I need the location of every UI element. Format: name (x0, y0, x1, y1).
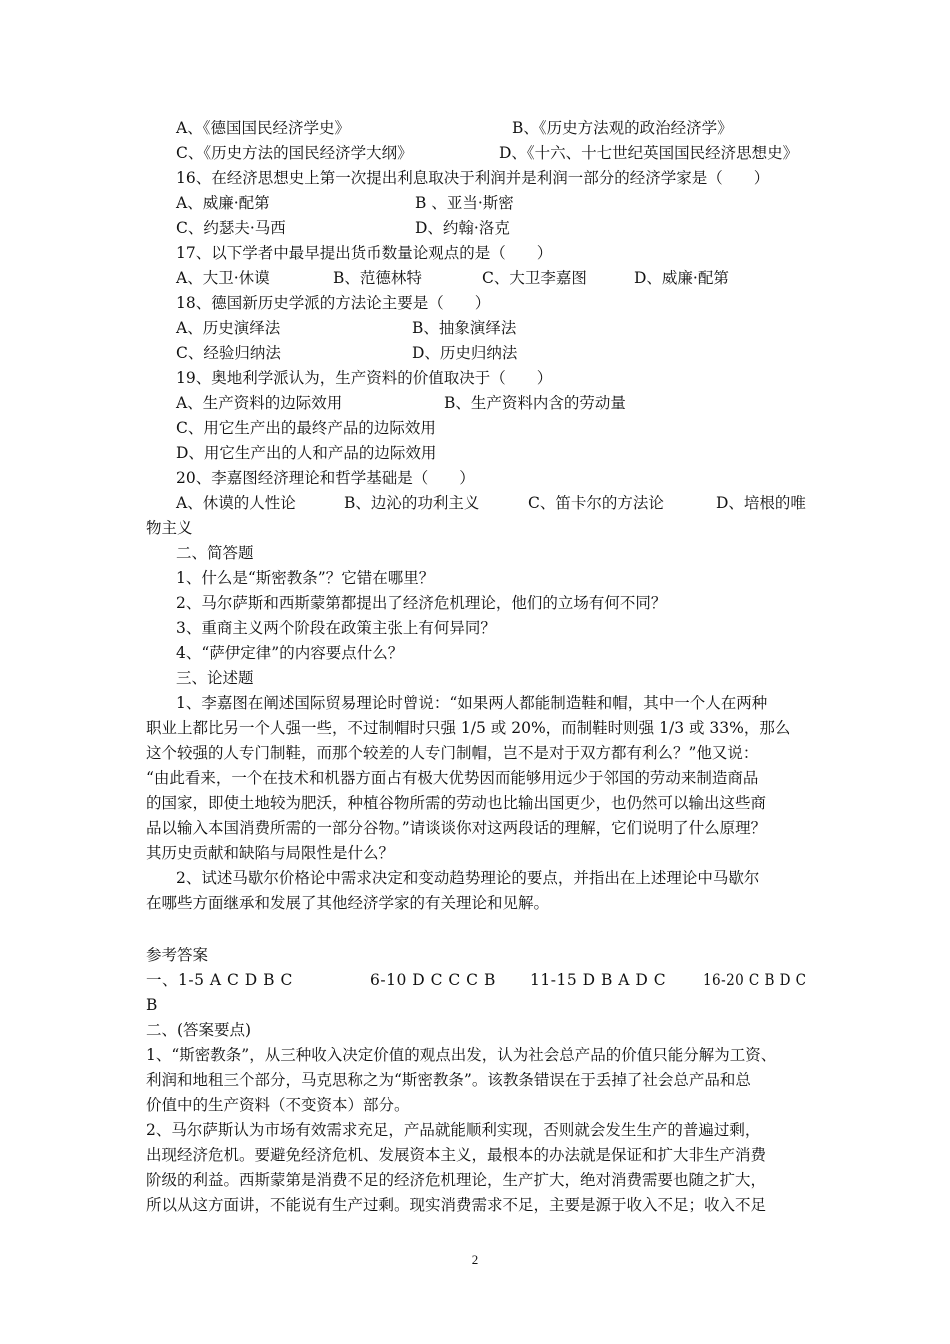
essay-q2-line: 2、试述马歇尔价格论中需求决定和变动趋势理论的要点，并指出在上述理论中马歇尔 (176, 869, 760, 887)
q15-option-b: B、《历史方法观的政治经济学》 (512, 119, 733, 137)
q19-option-c: C、用它生产出的最终产品的边际效用 (176, 419, 436, 437)
essay-q2-line: 在哪些方面继承和发展了其他经济学家的有关理论和见解。 (146, 894, 550, 912)
answer-1-line: 价值中的生产资料（不变资本）部分。 (146, 1096, 410, 1114)
answers-mc-group-2: 6-10 D C C C B (370, 971, 496, 989)
q17-option-a: A、大卫·休谟 (176, 269, 270, 287)
essay-q1-line: 其历史贡献和缺陷与局限性是什么？ (146, 844, 395, 862)
q20-option-b: B、边沁的功利主义 (344, 494, 480, 512)
answer-2-line: 2、马尔萨斯认为市场有效需求充足，产品就能顺利实现，否则就会发生生产的普遍过剩， (146, 1121, 761, 1139)
q18-option-b: B、抽象演绎法 (412, 319, 517, 337)
answer-2-line: 阶级的利益。西斯蒙第是消费不足的经济危机理论，生产扩大，绝对消费需要也随之扩大， (146, 1171, 767, 1189)
short-answer-heading: 二、简答题 (176, 544, 254, 562)
short-answer-item-4: 4、“萨伊定律”的内容要点什么？ (176, 644, 404, 662)
q16-option-d: D、约翰·洛克 (415, 219, 510, 237)
q17-option-b: B、范德林特 (333, 269, 422, 287)
q19-option-d: D、用它生产出的人和产品的边际效用 (176, 444, 437, 462)
q17-stem: 17、以下学者中最早提出货币数量论观点的是（ ） (176, 244, 553, 262)
q19-option-b: B、生产资料内含的劳动量 (444, 394, 626, 412)
answers-mc-group-4: 16-20 C B D C (703, 971, 807, 989)
answer-1-line: 利润和地租三个部分，马克思称之为“斯密教条”。该教条错误在于丢掉了社会总产品和总 (146, 1071, 751, 1089)
q20-option-d: D、培根的唯 (716, 494, 806, 512)
q18-stem: 18、德国新历史学派的方法论主要是（ ） (176, 294, 491, 312)
q16-stem: 16、在经济思想史上第一次提出利息取决于利润并是利润一部分的经济学家是（ ） (176, 169, 770, 187)
essay-q1-line: 职业上都比另一个人强一些，不过制帽时只强 1/5 或 20%，而制鞋时则强 1/3 或 33%，那么 (146, 719, 791, 737)
q15-option-c: C、《历史方法的国民经济学大纲》 (176, 144, 413, 162)
q18-option-a: A、历史演绎法 (176, 319, 281, 337)
essay-heading: 三、论述题 (176, 669, 254, 687)
q20-stem: 20、李嘉图经济理论和哲学基础是（ ） (176, 469, 475, 487)
essay-q1-line: 这个较强的人专门制鞋，而那个较差的人专门制帽，岂不是对于双方都有利么？”他又说： (146, 744, 759, 762)
essay-q1-line: “由此看来，一个在技术和机器方面占有极大优势因而能够用远少于邻国的劳动来制造商品 (146, 769, 759, 787)
page-number: 2 (471, 1252, 479, 1267)
q20-option-a: A、休谟的人性论 (176, 494, 296, 512)
short-answer-item-3: 3、重商主义两个阶段在政策主张上有何异同？ (176, 619, 496, 637)
q17-option-d: D、威廉·配第 (634, 269, 729, 287)
q16-option-b: B 、亚当·斯密 (415, 194, 514, 212)
q20-option-c: C、笛卡尔的方法论 (528, 494, 664, 512)
q15-option-d: D、《十六、十七世纪英国国民经济思想史》 (499, 144, 799, 162)
q15-option-a: A、《德国国民经济学史》 (176, 119, 350, 137)
essay-q1-line: 品以输入本国消费所需的一部分谷物。”请谈谈你对这两段话的理解，它们说明了什么原理？ (146, 819, 767, 837)
q19-option-a: A、生产资料的边际效用 (176, 394, 343, 412)
answers-mc-group-1: 一、1-5 A C D B C (146, 971, 293, 989)
answer-1-line: 1、“斯密教条”，从三种收入决定价值的观点出发，认为社会总产品的价值只能分解为工资、 (146, 1046, 777, 1064)
q18-option-d: D、历史归纳法 (412, 344, 518, 362)
essay-q1-line: 1、李嘉图在阐述国际贸易理论时曾说：“如果两人都能制造鞋和帽，其中一个人在两种 (176, 694, 768, 712)
q20-option-d-continued: 物主义 (146, 519, 193, 537)
answer-2-line: 所以从这方面讲，不能说有生产过剩。现实消费需求不足，主要是源于收入不足；收入不足 (146, 1196, 767, 1214)
answers-heading: 参考答案 (146, 946, 209, 964)
answers-section-2-heading: 二、(答案要点) (146, 1021, 252, 1039)
answers-mc-group-3: 11-15 D B A D C (530, 971, 667, 989)
q19-stem: 19、奥地利学派认为，生产资料的价值取决于（ ） (176, 369, 553, 387)
answers-mc-group-4-continued: B (146, 996, 158, 1014)
short-answer-item-1: 1、什么是“斯密教条”？它错在哪里？ (176, 569, 435, 587)
q17-option-c: C、大卫李嘉图 (482, 269, 587, 287)
q16-option-a: A、威廉·配第 (176, 194, 270, 212)
answer-2-line: 出现经济危机。要避免经济危机、发展资本主义，最根本的办法就是保证和扩大非生产消费 (146, 1146, 767, 1164)
short-answer-item-2: 2、马尔萨斯和西斯蒙第都提出了经济危机理论，他们的立场有何不同？ (176, 594, 667, 612)
essay-q1-line: 的国家，即使土地较为肥沃，种植谷物所需的劳动也比输出国更少，也仍然可以输出这些商 (146, 794, 767, 812)
q18-option-c: C、经验归纳法 (176, 344, 281, 362)
q16-option-c: C、约瑟夫·马西 (176, 219, 286, 237)
